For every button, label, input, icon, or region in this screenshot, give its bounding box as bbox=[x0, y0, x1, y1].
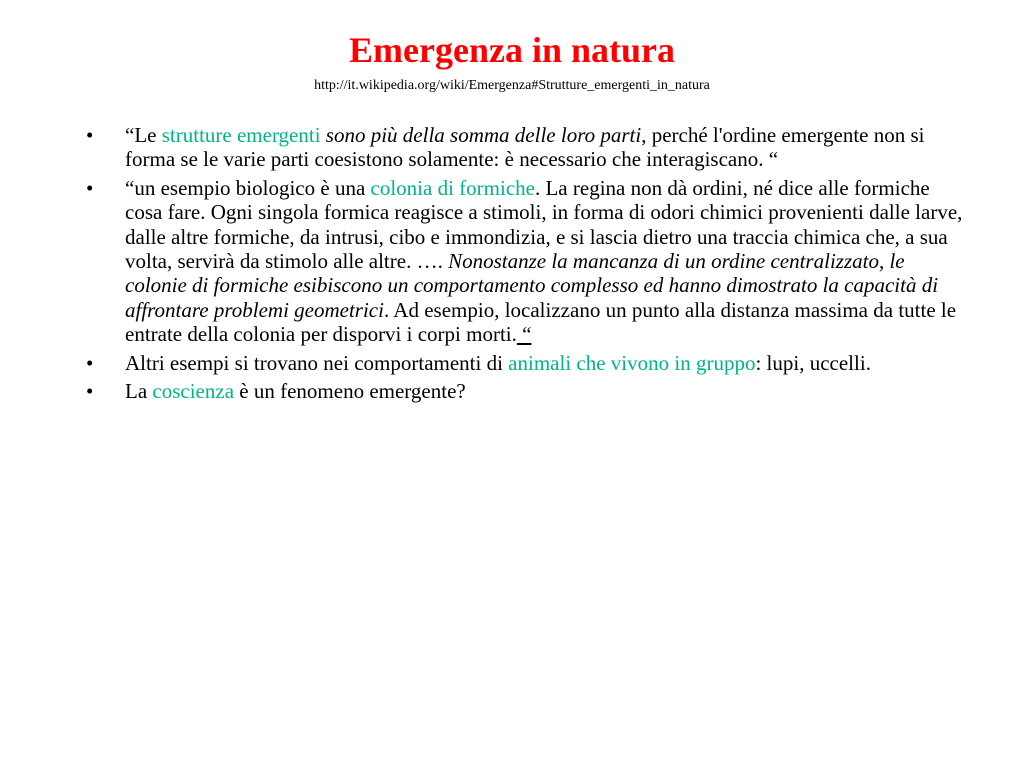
bullet-text: , perché l'ordine emergente non si forma se le varie parti coesistono solamente: è necessario che interagiscano. “ bbox=[125, 123, 925, 172]
underlined-quote: “ bbox=[516, 322, 532, 347]
bullet-list bbox=[86, 123, 966, 407]
bullet-text: Altri esempi si trovano nei comportamenti di bbox=[125, 350, 509, 375]
bullet-text: : lupi, uccelli. bbox=[755, 350, 871, 375]
bullet-text: La bbox=[125, 379, 153, 404]
bullet-text: . La regina non dà ordini, né dice alle formiche cosa fare. Ogni singola formica reagisce a stimoli, in forma di odori chimici provenienti dalle larve, dalle altre formiche, da intrusi, cibo e immondizia, e si lascia dietro una traccia chimica che, a sua volta, servirà da stimolo alle altre. …. bbox=[125, 175, 963, 274]
bullet-mark: • bbox=[86, 175, 94, 200]
link-colonia-di-formiche[interactable]: colonia di formiche bbox=[370, 175, 535, 200]
bullet-mark: • bbox=[86, 379, 94, 404]
link-coscienza[interactable]: coscienza bbox=[152, 379, 235, 404]
link-strutture-emergenti[interactable]: strutture emergenti bbox=[161, 123, 321, 147]
slide-title: Emergenza in natura bbox=[349, 30, 675, 70]
bullet-text: “un esempio biologico è una bbox=[125, 175, 371, 200]
bullet-item-animali-in-gruppo bbox=[86, 351, 966, 375]
source-url: http://it.wikipedia.org/wiki/Emergenza#Strutture_emergenti_in_natura bbox=[314, 78, 710, 93]
bullet-text: “Le bbox=[125, 123, 162, 147]
bullet-text: è un fenomeno emergente? bbox=[234, 379, 466, 404]
bullet-item-colonia-di-formiche bbox=[86, 176, 966, 347]
bullet-mark: • bbox=[86, 123, 94, 147]
bullet-mark: • bbox=[86, 350, 94, 375]
bullet-item-strutture-emergenti bbox=[86, 123, 966, 172]
bullet-text: . Ad esempio, localizzano un punto alla distanza massima da tutte le entrate della colonia per disporvi i corpi morti. bbox=[125, 297, 957, 347]
link-animali-che-vivono-in-gruppo[interactable]: animali che vivono in gruppo bbox=[508, 350, 756, 375]
italic-text: Nonostanze la mancanza di un ordine centralizzato, le colonie di formiche esibiscono un comportamento complesso ed hanno dimostrato la capacità di affrontare problemi geometrici bbox=[125, 249, 939, 322]
bullet-item-coscienza bbox=[86, 379, 966, 403]
italic-text: sono più della somma delle loro parti bbox=[325, 123, 642, 147]
